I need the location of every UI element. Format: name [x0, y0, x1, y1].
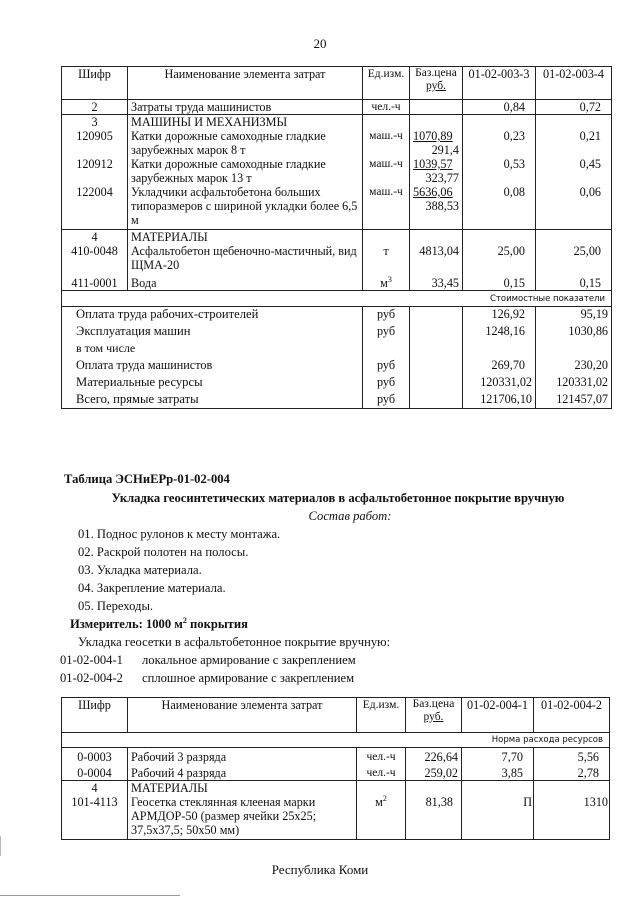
- page-footer: Республика Коми: [271, 862, 369, 877]
- cost-row: Материальные ресурсы руб 120331,02 120331,02: [62, 375, 612, 392]
- work-step: 05. Переходы.: [78, 599, 154, 613]
- table-row: 0-0004 Рабочий 4 разряда чел.-ч 259,02 3,85 2,78: [62, 764, 610, 781]
- footer-rule: [0, 895, 180, 896]
- header-unit: Ед.изм.: [357, 698, 406, 733]
- work-step: 03. Укладка материала.: [78, 563, 202, 577]
- cost-row: Оплата труда машинистов руб 269,70 230,20: [62, 358, 612, 375]
- variant-item: 01-02-004-1 локальное армирование с закреплением: [60, 653, 356, 667]
- variant-item: 01-02-004-2 сплошное армирование с закреплением: [60, 671, 355, 685]
- table-row: 410-0048 Асфальтобетон щебеночно-мастичный, вид ЩМА-20 т 4813,04 25,00 25,00: [62, 244, 612, 276]
- table-header-row: [62, 67, 612, 100]
- cost-row: Эксплуатация машин руб 1248,16 1030,86: [62, 324, 612, 341]
- work-composition-label: Состав работ:: [308, 509, 392, 523]
- page-number: 20: [313, 36, 327, 51]
- header-name: Наименование элемента затрат: [128, 67, 363, 100]
- header-col-004-2: 01-02-004-2: [534, 698, 610, 733]
- meter-label: Измеритель: 1000 $м^2$ покрытия: [70, 615, 248, 631]
- header-price: Баз.цена руб.: [410, 67, 463, 100]
- section-label-row: Норма расхода ресурсов: [62, 733, 610, 748]
- table-row: 2 Затраты труда машинистов чел.-ч 0,84 0,72: [62, 100, 612, 115]
- resource-table-01-02-004: [61, 697, 610, 840]
- header-col-003-4: 01-02-003-4: [536, 67, 612, 100]
- table-title: Таблица ЭСНиЕРр-01-02-004: [64, 472, 230, 486]
- cost-row: в том числе: [62, 341, 612, 358]
- work-step: 02. Раскрой полотен на полосы.: [78, 545, 249, 559]
- intro-text: Укладка геосетки в асфальтобетонное покрытие вручную:: [78, 635, 391, 649]
- header-col-003-3: 01-02-003-3: [463, 67, 536, 100]
- table-row: 411-0001 Вода $м^3$ 33,45 0,15 0,15: [62, 276, 612, 291]
- cost-row: Оплата труда рабочих-строителей руб 126,92 95,19: [62, 307, 612, 324]
- table-row: 101-4113 Геосетка стеклянная клееная марки АРМДОР-50 (размер ячейки 25х25; 37,5х37,5; 50х50 мм) $м^2$ 81,38 П 1310: [62, 795, 610, 840]
- section-label-row: Стоимостные показатели: [62, 291, 612, 307]
- table-row: 120905 Катки дорожные самоходные гладкие зарубежных марок 8 т маш.-ч 1070,89 291,4 0,23 0,21: [62, 129, 612, 157]
- work-step: 01. Поднос рулонов к месту монтажа.: [78, 527, 281, 541]
- header-col-004-1: 01-02-004-1: [462, 698, 534, 733]
- section-heading: Укладка геосинтетических материалов в асфальтобетонное покрытие вручную: [111, 491, 565, 505]
- cost-row: Всего, прямые затраты руб 121706,10 121457,07: [62, 392, 612, 409]
- header-unit: Ед.изм.: [363, 67, 410, 100]
- table-row: 120912 Катки дорожные самоходные гладкие зарубежных марок 13 т маш.-ч 1039,57 323,77 0,53 0,45: [62, 157, 612, 185]
- resource-table-01-02-003: [61, 66, 612, 409]
- scan-edge-mark: [0, 836, 1, 856]
- header-code: Шифр: [62, 67, 128, 100]
- table-row: 122004 Укладчики асфальтобетона больших типоразмеров с шириной укладки более 6,5 м маш.-ч 5636,06 388,53 0,08 0,06: [62, 185, 612, 230]
- work-step: 04. Закрепление материала.: [78, 581, 226, 595]
- table-header-row: [62, 698, 610, 733]
- header-name: Наименование элемента затрат: [128, 698, 357, 733]
- table-section-row: 4 МАТЕРИАЛЫ: [62, 781, 610, 796]
- header-price: Баз.цена руб.: [406, 698, 462, 733]
- table-section-row: 4 МАТЕРИАЛЫ: [62, 230, 612, 245]
- table-row: 0-0003 Рабочий 3 разряда чел.-ч 226,64 7,70 5,56: [62, 748, 610, 765]
- header-code: Шифр: [62, 698, 128, 733]
- table-section-row: 3 МАШИНЫ И МЕХАНИЗМЫ: [62, 115, 612, 130]
